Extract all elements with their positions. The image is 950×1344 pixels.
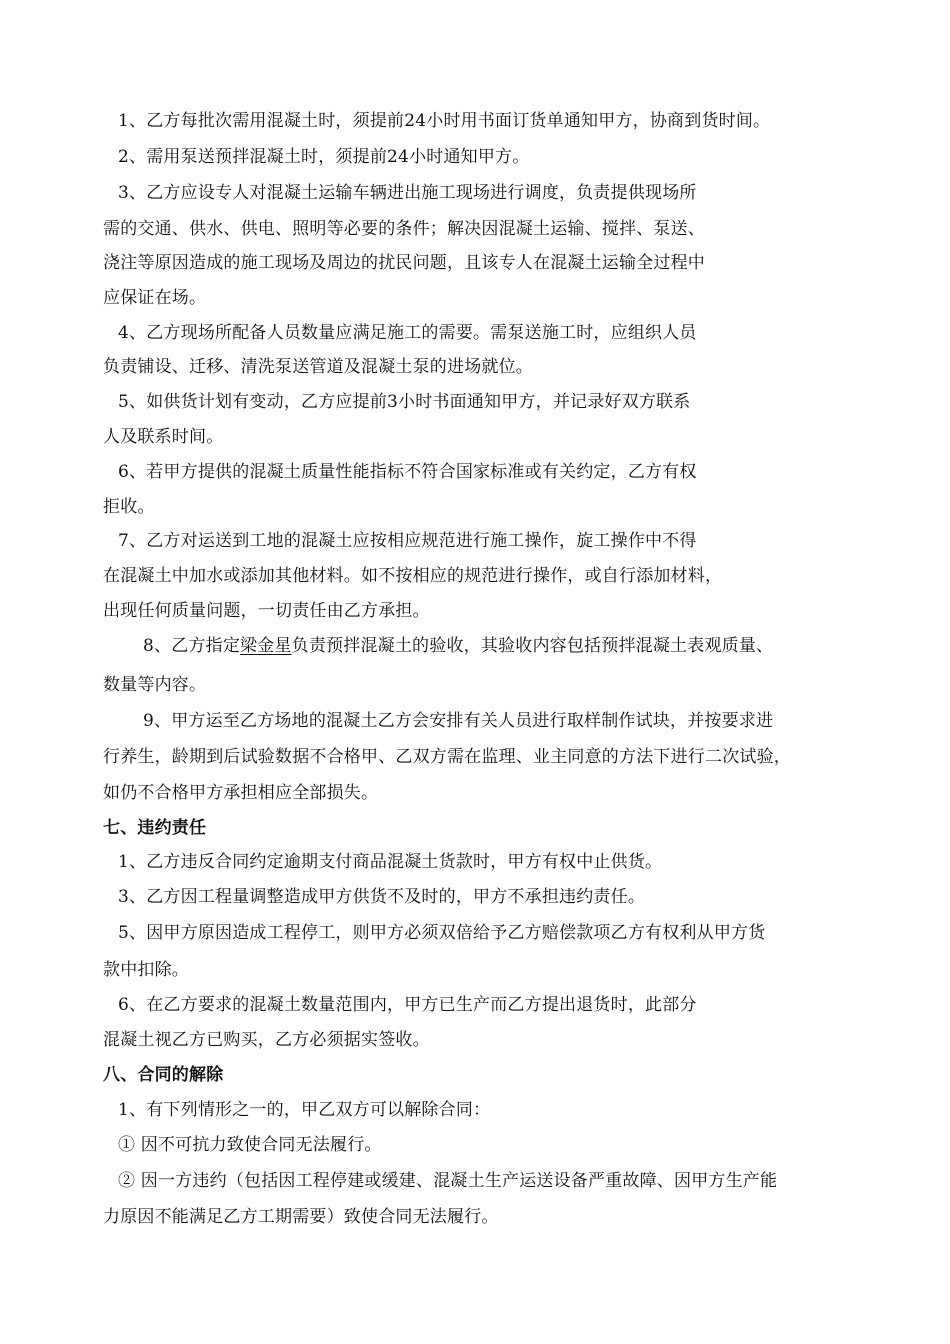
clause-6-9-line-1: 9、甲方运至乙方场地的混凝土乙方会安排有关人员进行取样制作试块，并按要求进 bbox=[143, 711, 774, 731]
clause-6-4-line-2: 负责铺设、迁移、清洗泵送管道及混凝土泵的进场就位。 bbox=[103, 357, 533, 377]
clause-6-7-line-2: 在混凝土中加水或添加其他材料。如不按相应的规范进行操作，或自行添加材料， bbox=[103, 566, 723, 586]
clause-6-9-line-3: 如仍不合格甲方承担相应全部损失。 bbox=[103, 783, 379, 803]
section-8-heading: 八、合同的解除 bbox=[103, 1065, 224, 1085]
clause-6-5-line-1: 5、如供货计划有变动，乙方应提前3小时书面通知甲方，并记录好双方联系 bbox=[118, 392, 691, 412]
clause-7-6-line-2: 混凝土视乙方已购买，乙方必须据实签收。 bbox=[103, 1030, 430, 1050]
clause-6-8-prefix: 8、乙方指定 bbox=[143, 636, 241, 656]
section-7-heading: 七、违约责任 bbox=[103, 818, 207, 838]
clause-6-1: 1、乙方每批次需用混凝土时，须提前24小时用书面订货单通知甲方，协商到货时间。 bbox=[118, 111, 771, 131]
clause-7-3: 3、乙方因工程量调整造成甲方供货不及时的，甲方不承担违约责任。 bbox=[118, 887, 646, 907]
clause-6-3-line-2: 需的交通、供水、供电、照明等必要的条件；解决因混凝土运输、搅拌、泵送、 bbox=[103, 219, 705, 239]
clause-7-6-line-1: 6、在乙方要求的混凝土数量范围内，甲方已生产而乙方提出退货时，此部分 bbox=[118, 995, 697, 1015]
clause-8-1-item-2-line-1: ② 因一方违约（包括因工程停建或缓建、混凝土生产运送设备严重故障、因甲方生产能 bbox=[118, 1171, 778, 1191]
clause-6-6-line-1: 6、若甲方提供的混凝土质量性能指标不符合国家标准或有关约定，乙方有权 bbox=[118, 462, 697, 482]
clause-6-4-line-1: 4、乙方现场所配备人员数量应满足施工的需要。需泵送施工时，应组织人员 bbox=[118, 323, 697, 343]
clause-6-9-line-2: 行养生，龄期到后试验数据不合格甲、乙双方需在监理、业主同意的方法下进行二次试验， bbox=[103, 747, 791, 767]
clause-6-7-line-3: 出现任何质量问题，一切责任由乙方承担。 bbox=[103, 601, 430, 621]
clause-8-1-item-1: ① 因不可抗力致使合同无法履行。 bbox=[118, 1135, 382, 1155]
clause-6-8-line-2: 数量等内容。 bbox=[103, 675, 207, 695]
clause-7-5-line-1: 5、因甲方原因造成工程停工，则甲方必须双倍给予乙方赔偿款项乙方有权利从甲方货 bbox=[118, 923, 766, 943]
clause-6-5-line-2: 人及联系时间。 bbox=[103, 427, 224, 447]
clause-6-3-line-4: 应保证在场。 bbox=[103, 288, 207, 308]
clause-8-1-item-2-line-2: 力原因不能满足乙方工期需要）致使合同无法履行。 bbox=[103, 1207, 499, 1227]
clause-7-5-line-2: 款中扣除。 bbox=[103, 960, 189, 980]
clause-7-1: 1、乙方违反合同约定逾期支付商品混凝土货款时，甲方有权中止供货。 bbox=[118, 852, 663, 872]
clause-6-8-suffix: 负责预拌混凝土的验收，其验收内容包括预拌混凝土表观质量、 bbox=[291, 636, 774, 656]
inspector-name: 梁金星 bbox=[240, 636, 292, 656]
clause-6-2: 2、需用泵送预拌混凝土时，须提前24小时通知甲方。 bbox=[118, 147, 530, 167]
clause-6-7-line-1: 7、乙方对运送到工地的混凝土应按相应规范进行施工操作，旋工操作中不得 bbox=[118, 531, 697, 551]
clause-6-6-line-2: 拒收。 bbox=[103, 497, 155, 517]
clause-8-1: 1、有下列情形之一的，甲乙双方可以解除合同： bbox=[118, 1100, 491, 1120]
clause-6-3-line-1: 3、乙方应设专人对混凝土运输车辆进出施工现场进行调度，负责提供现场所 bbox=[118, 183, 697, 203]
clause-6-8-line-1 bbox=[143, 635, 773, 657]
clause-6-3-line-3: 浇注等原因造成的施工现场及周边的扰民问题，且该专人在混凝土运输全过程中 bbox=[103, 253, 705, 273]
